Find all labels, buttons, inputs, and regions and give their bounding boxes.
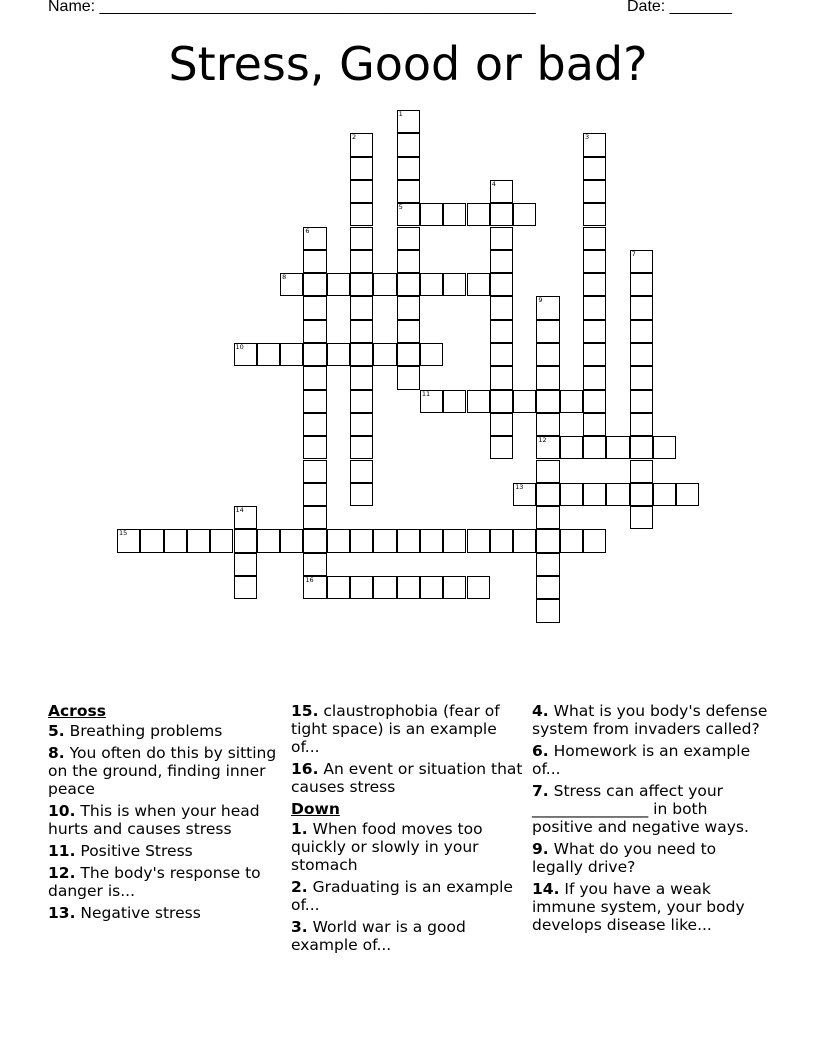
crossword-cell[interactable] [350,460,373,483]
crossword-cell[interactable] [234,553,257,576]
crossword-cell[interactable] [630,343,653,366]
crossword-cell[interactable] [350,180,373,203]
clue-text: World war is a good example of... [291,918,466,954]
crossword-cell[interactable] [630,506,653,529]
crossword-cell[interactable] [583,483,606,506]
crossword-cell[interactable] [234,529,257,552]
crossword-cell[interactable] [467,576,490,599]
clue-column-3 [532,702,772,938]
crossword-cell[interactable] [373,273,396,296]
crossword-cell[interactable] [536,296,559,319]
clue-number: 12. [48,864,76,882]
crossword-cell[interactable] [303,553,326,576]
clue-number: 10. [48,802,76,820]
crossword-cell[interactable] [397,343,420,366]
crossword-cell[interactable] [327,576,350,599]
crossword-cell[interactable] [420,343,443,366]
crossword-cell[interactable] [490,413,513,436]
crossword-cell[interactable] [303,576,326,599]
clue-across-5 [48,722,278,740]
clue-down-9 [532,840,772,876]
crossword-cell[interactable] [350,203,373,226]
crossword-cell[interactable] [513,203,536,226]
crossword-cell[interactable] [327,529,350,552]
crossword-cell[interactable] [303,366,326,389]
clue-column-2 [291,702,523,958]
cell-number: 4 [491,179,496,188]
crossword-cell[interactable] [490,390,513,413]
crossword-cell[interactable] [630,250,653,273]
crossword-cell[interactable] [303,390,326,413]
crossword-cell[interactable] [490,366,513,389]
clue-down-2 [291,878,523,914]
clue-number: 14. [532,880,560,898]
crossword-cell[interactable] [630,413,653,436]
crossword-cell[interactable] [164,529,187,552]
cell-number: 7 [631,249,636,258]
crossword-cell[interactable] [513,483,536,506]
crossword-cell[interactable] [234,576,257,599]
crossword-cell[interactable] [397,273,420,296]
crossword-cell[interactable] [583,436,606,459]
crossword-cell[interactable] [350,133,373,156]
clue-number: 4. [532,702,549,720]
crossword-cell[interactable] [420,390,443,413]
clue-number: 1. [291,820,308,838]
clue-number: 16. [291,760,319,778]
crossword-cell[interactable] [234,343,257,366]
crossword-cell[interactable] [583,296,606,319]
crossword-cell[interactable] [234,506,257,529]
crossword-cell[interactable] [303,227,326,250]
crossword-cell[interactable] [373,343,396,366]
clue-text: Positive Stress [80,842,193,860]
crossword-cell[interactable] [583,366,606,389]
crossword-cell[interactable] [443,273,466,296]
crossword-cell[interactable] [583,133,606,156]
crossword-cell[interactable] [140,529,163,552]
crossword-cell[interactable] [583,203,606,226]
clue-across-13 [48,904,278,922]
clue-down-4 [532,702,772,738]
crossword-cell[interactable] [350,320,373,343]
crossword-cell[interactable] [327,273,350,296]
clue-text: claustrophobia (fear of tight space) is an example of... [291,702,500,756]
clue-across-8 [48,744,278,798]
crossword-cell[interactable] [303,250,326,273]
crossword-cell[interactable] [350,413,373,436]
crossword-cell[interactable] [397,296,420,319]
clue-down-7 [532,782,772,836]
crossword-cell[interactable] [257,343,280,366]
crossword-cell[interactable] [350,296,373,319]
crossword-cell[interactable] [676,483,699,506]
crossword-cell[interactable] [303,296,326,319]
crossword-cell[interactable] [630,483,653,506]
clue-number: 5. [48,722,65,740]
crossword-cell[interactable] [350,343,373,366]
crossword-cell[interactable] [536,553,559,576]
crossword-cell[interactable] [560,436,583,459]
crossword-cell[interactable] [303,413,326,436]
clue-number: 8. [48,744,65,762]
clue-text: Stress can affect your _______________ in both positive and negative ways. [532,782,749,836]
clue-across-12 [48,864,278,900]
clue-text: An event or situation that causes stress [291,760,523,796]
crossword-cell[interactable] [630,366,653,389]
cell-number: 2 [352,133,357,142]
cell-number: 12 [538,436,547,445]
crossword-cell[interactable] [630,460,653,483]
crossword-cell[interactable] [397,157,420,180]
crossword-cell[interactable] [490,227,513,250]
crossword-cell[interactable] [420,273,443,296]
cell-number: 1 [398,110,403,118]
cell-number: 6 [305,226,310,235]
clue-text: Breathing problems [69,722,223,740]
crossword-cell[interactable] [490,343,513,366]
crossword-cell[interactable] [560,483,583,506]
crossword-cell[interactable] [420,576,443,599]
crossword-cell[interactable] [490,529,513,552]
crossword-cell[interactable] [606,483,629,506]
crossword-cell[interactable] [303,273,326,296]
crossword-cell[interactable] [560,529,583,552]
crossword-cell[interactable] [536,599,559,622]
crossword-cell[interactable] [560,390,583,413]
crossword-cell[interactable] [303,436,326,459]
crossword-cell[interactable] [210,529,233,552]
crossword-cell[interactable] [583,529,606,552]
clue-text: You often do this by sitting on the ground, finding inner peace [48,744,277,798]
crossword-cell[interactable] [536,483,559,506]
crossword-cell[interactable] [373,576,396,599]
crossword-cell[interactable] [350,390,373,413]
clue-number: 13. [48,904,76,922]
clue-number: 7. [532,782,549,800]
crossword-cell[interactable] [536,390,559,413]
crossword-cell[interactable] [536,576,559,599]
clue-down-3 [291,918,523,954]
clue-number: 6. [532,742,549,760]
cell-number: 16 [305,576,314,584]
crossword-cell[interactable] [583,250,606,273]
crossword-cell[interactable] [536,460,559,483]
crossword-cell[interactable] [303,320,326,343]
crossword-cell[interactable] [303,460,326,483]
clue-text: This is when your head hurts and causes stress [48,802,260,838]
crossword-cell[interactable] [303,506,326,529]
crossword-cell[interactable] [653,436,676,459]
page-title: Stress, Good or bad? [168,37,648,91]
crossword-cell[interactable] [536,529,559,552]
crossword-cell[interactable] [350,483,373,506]
clue-across-16 [291,760,523,796]
crossword-cell[interactable] [490,250,513,273]
crossword-cell[interactable] [443,576,466,599]
clue-number: 2. [291,878,308,896]
clue-number: 15. [291,702,319,720]
crossword-cell[interactable] [630,436,653,459]
crossword-cell[interactable] [187,529,210,552]
crossword-cell[interactable] [467,390,490,413]
clue-across-11 [48,842,278,860]
clue-text: Negative stress [80,904,201,922]
crossword-cell[interactable] [397,110,420,133]
clue-down-1 [291,820,523,874]
cell-number: 14 [235,506,244,515]
crossword-cell[interactable] [443,390,466,413]
crossword-cell[interactable] [583,180,606,203]
crossword-cell[interactable] [350,250,373,273]
crossword-cell[interactable] [490,203,513,226]
crossword-cell[interactable] [467,529,490,552]
across-heading: Across [48,702,106,720]
crossword-cell[interactable] [420,529,443,552]
crossword-cell[interactable] [257,529,280,552]
crossword-cell[interactable] [397,250,420,273]
crossword-cell[interactable] [397,366,420,389]
crossword-cell[interactable] [397,133,420,156]
crossword-cell[interactable] [350,529,373,552]
clue-column-1 [48,702,278,926]
clue-text: If you have a weak immune system, your body develops disease like... [532,880,745,934]
cell-number: 13 [515,482,524,491]
crossword-cell[interactable] [397,227,420,250]
crossword-cell[interactable] [280,529,303,552]
crossword-cell[interactable] [280,273,303,296]
crossword-cell[interactable] [536,343,559,366]
crossword-cell[interactable] [630,296,653,319]
crossword-cell[interactable] [583,413,606,436]
crossword-cell[interactable] [536,366,559,389]
crossword-cell[interactable] [117,529,140,552]
crossword-cell[interactable] [303,343,326,366]
cell-number: 10 [235,343,244,351]
clue-number: 9. [532,840,549,858]
clue-text: Homework is an example of... [532,742,751,778]
crossword-cell[interactable] [350,227,373,250]
cell-number: 15 [119,529,128,538]
crossword-cell[interactable] [490,320,513,343]
crossword-cell[interactable] [583,320,606,343]
clue-text: The body's response to danger is... [48,864,261,900]
crossword-cell[interactable] [443,203,466,226]
crossword-cell[interactable] [583,273,606,296]
crossword-cell[interactable] [397,180,420,203]
clue-text: Graduating is an example of... [291,878,513,914]
crossword-cell[interactable] [350,157,373,180]
crossword-cell[interactable] [630,273,653,296]
cell-number: 3 [585,133,590,142]
cell-number: 8 [282,273,287,282]
crossword-cell[interactable] [303,483,326,506]
crossword-cell[interactable] [443,529,466,552]
crossword-cell[interactable] [350,576,373,599]
crossword-cell[interactable] [467,273,490,296]
cell-number: 5 [398,203,403,212]
crossword-cell[interactable] [583,157,606,180]
crossword-cell[interactable] [350,436,373,459]
crossword-cell[interactable] [630,320,653,343]
crossword-cell[interactable] [420,203,443,226]
crossword-cell[interactable] [397,529,420,552]
crossword-cell[interactable] [583,390,606,413]
crossword-cell[interactable] [583,343,606,366]
clue-across-10 [48,802,278,838]
crossword-cell[interactable] [536,436,559,459]
crossword-cell[interactable] [373,529,396,552]
crossword-cell[interactable] [536,320,559,343]
crossword-cell[interactable] [513,529,536,552]
crossword-cell[interactable] [606,436,629,459]
crossword-cell[interactable] [536,413,559,436]
clue-down-6 [532,742,772,778]
clue-down-14 [532,880,772,934]
clue-text: When food moves too quickly or slowly in your stomach [291,820,483,874]
crossword-cell[interactable] [490,273,513,296]
crossword-cell[interactable] [467,203,490,226]
down-heading: Down [291,800,340,818]
cell-number: 9 [538,296,543,305]
crossword-cell[interactable] [350,366,373,389]
crossword-cell[interactable] [397,203,420,226]
clue-number: 3. [291,918,308,936]
cell-number: 11 [421,389,431,398]
date-field[interactable]: Date: _______ [627,0,732,15]
crossword-cell[interactable] [327,343,350,366]
crossword-cell[interactable] [513,390,536,413]
crossword-cell[interactable] [350,273,373,296]
crossword-cell[interactable] [490,296,513,319]
clue-number: 11. [48,842,76,860]
crossword-cell[interactable] [280,343,303,366]
crossword-cell[interactable] [397,576,420,599]
crossword-cell[interactable] [490,436,513,459]
crossword-cell[interactable] [490,180,513,203]
clue-across-15 [291,702,523,756]
crossword-cell[interactable] [397,320,420,343]
clue-text: What is you body's defense system from invaders called? [532,702,768,738]
crossword-cell[interactable] [583,227,606,250]
crossword-cell[interactable] [630,390,653,413]
crossword-cell[interactable] [536,506,559,529]
crossword-cell[interactable] [653,483,676,506]
crossword-cell[interactable] [303,529,326,552]
name-field[interactable]: Name: _________________________________________________ [48,0,536,15]
clue-text: What do you need to legally drive? [532,840,717,876]
